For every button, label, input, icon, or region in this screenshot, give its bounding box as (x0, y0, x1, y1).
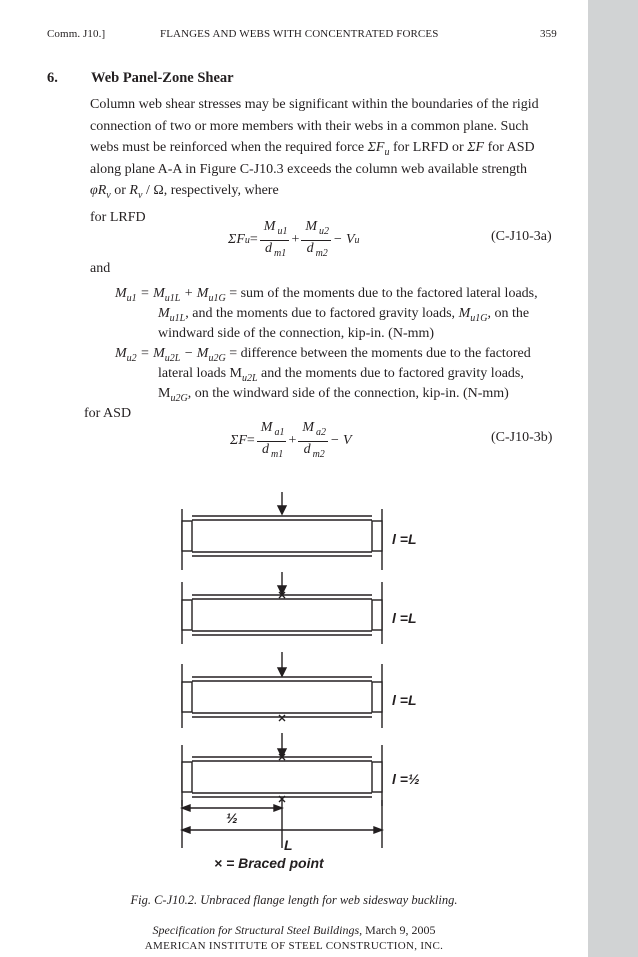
section-number: 6. (47, 70, 58, 86)
frame-4-label: l =½ (392, 771, 420, 787)
fraction-ma1-dm1: $\frac{M _{a1}}{d _{m1}}$ (257, 420, 287, 463)
section-title: Web Panel-Zone Shear (91, 70, 234, 86)
definition-mu2-line-2: lateral loads $M_{u2L}$ and the moments due to factored gravity loads, (158, 366, 524, 384)
braced-point-legend: × = Braced point (214, 855, 324, 871)
page-margin-band (588, 0, 638, 957)
asd-label: for ASD (84, 406, 132, 421)
beam-diagram-3 (182, 652, 382, 728)
fraction-ma2-dm2: $\frac{M _{a2}}{d _{m2}}$ (298, 420, 328, 463)
running-head-title: FLANGES AND WEBS WITH CONCENTRATED FORCES (160, 28, 439, 40)
definition-mu2: $M_{u2} = M_{u2L} - M_{u2G}$ = difference between the moments due to the factored (115, 346, 531, 364)
definition-mu1: $M_{u1} = M_{u1L} + M_{u1G}$ = sum of the moments due to the factored lateral loads, (115, 286, 538, 304)
figure-caption: Fig. C-J10.2. Unbraced flange length for web sidesway buckling. (130, 893, 458, 907)
lrfd-label: for LRFD (90, 210, 146, 225)
paragraph-line-4: along plane A-A in Figure C-J10.3 exceeds the column web available strength (90, 161, 528, 177)
dimension-lines (182, 800, 382, 848)
equation-c-j10-3a: ΣF u = $\frac{M _{u1}}{d _{m1}}$ + $\frac{M _{u2}}{d _{m2}}$ − V u (228, 219, 360, 262)
definition-mu1-line-2: $M_{u1L}$, and the moments due to factored gravity loads, $M_{u1G}$, on the (158, 306, 530, 324)
half-span-label: ½ (226, 810, 238, 826)
frame-2-label: l =L (392, 610, 417, 626)
frame-1-label: l =L (392, 531, 417, 547)
fraction-mu2-dm2: $\frac{M _{u2}}{d _{m2}}$ (301, 219, 331, 262)
definition-mu2-line-3: $M_{u2G}$, on the windward side of the connection, kip-in. (N-mm) (158, 386, 509, 404)
span-label: L (284, 837, 293, 853)
paragraph-line-5: $\varphi R_v$ or $R_v$ / Ω, respectively, where (90, 183, 279, 201)
and-label: and (90, 261, 111, 276)
paragraph-line-3: webs must be reinforced when the required force $\Sigma F_u$ for LRFD or ΣF for ASD (90, 140, 535, 158)
frame-3-label: l =L (392, 692, 417, 708)
beam-diagram-4 (182, 733, 382, 806)
running-head-left: Comm. J10.] (47, 28, 106, 40)
equation-c-j10-3b: ΣF = $\frac{M _{a1}}{d _{m1}}$ + $\frac{M _{a2}}{d _{m2}}$ − V (230, 420, 352, 463)
equation-number-3a: (C-J10-3a) (491, 229, 552, 244)
fraction-mu1-dm1: $\frac{M _{u1}}{d _{m1}}$ (260, 219, 290, 262)
beam-diagram-1 (182, 492, 382, 570)
equation-number-3b: (C-J10-3b) (491, 430, 553, 445)
footer-line-1: Specification for Structural Steel Buildings, March 9, 2005 (152, 923, 436, 937)
footer-line-2: AMERICAN INSTITUTE OF STEEL CONSTRUCTION, INC. (144, 940, 444, 952)
paragraph-line-1: Column web shear stresses may be significant within the boundaries of the rigid (90, 97, 539, 112)
definition-mu1-line-3: windward side of the connection, kip-in. (N-mm) (158, 326, 435, 341)
page-number: 359 (540, 28, 557, 40)
beam-diagram-2 (182, 572, 382, 644)
paragraph-line-2: connection of two or more members with their webs in a common plane. Such (90, 118, 529, 134)
